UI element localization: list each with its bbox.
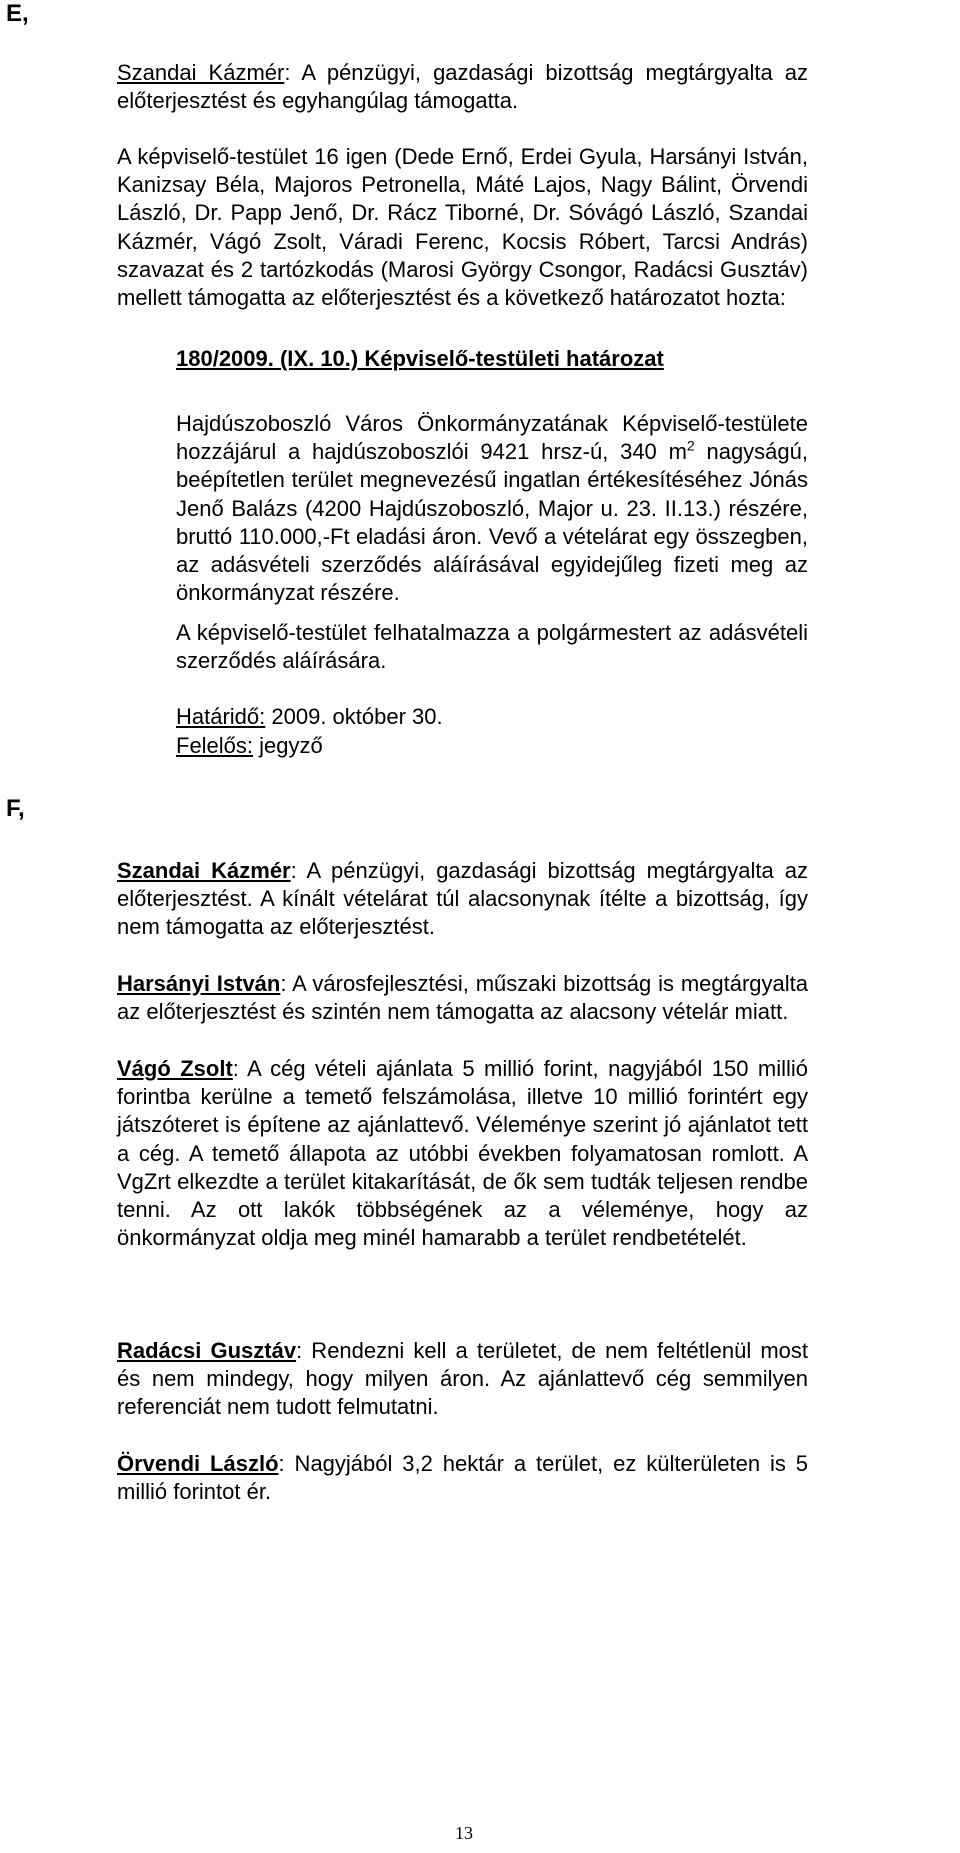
speaker-name: Szandai Kázmér <box>117 60 285 85</box>
resolution-body <box>176 410 808 607</box>
statement-text: Rendezni kell a területet, de nem feltétlenül most és nem mindegy, hogy milyen áron. Az ajánlattevő cég semmilyen referenciát nem tudott felmutatni. <box>117 1338 808 1420</box>
statement-radacsi <box>117 1337 808 1422</box>
resolution-body-part1: Hajdúszoboszló Város Önkormányzatának Képviselő-testülete hozzájárul a hajdúszoboszlói 9421 hrsz-ú, 340 m <box>176 411 808 465</box>
committee-statement-e <box>117 59 808 115</box>
statement-text: A pénzügyi, gazdasági bizottság megtárgyalta az előterjesztést és egyhangúlag támogatta. <box>117 60 808 114</box>
speaker-name: Szandai Kázmér <box>117 858 291 883</box>
statement-orvendi <box>117 1450 808 1506</box>
speaker-separator: : <box>280 971 287 996</box>
statement-text: A cég vételi ajánlata 5 millió forint, nagyjából 150 millió forintba kerülne a temető felszámolása, illetve 10 millió forintért egy játszóteret is építene az ajánlattevő. Véleménye szerint jó ajánlatot tett a cég. A temető állapota az utóbbi években folyamatosan romlott. A VgZrt elkezdte a terület kitakarítását, de ők sem tudták teljesen rendbe tenni. Az ott lakók többségének az a véleménye, hogy az önkormányzat oldja meg minél hamarabb a terület rendbetételét. <box>117 1056 808 1251</box>
section-letter-f: F, <box>6 795 25 822</box>
statement-szandai <box>117 857 808 942</box>
deadline-label: Határidő: <box>176 704 266 729</box>
resolution-body-part2: nagyságú, beépítetlen terület megnevezésű ingatlan értékesítéséhez Jónás Jenő Balázs (4200 Hajdúszoboszló, Major u. 23. II.13.) részére, bruttó 110.000,-Ft eladási áron. Vevő a vételárat egy összegben, az adásvételi szerződés aláírásával egyidejűleg fizeti meg az önkormányzat részére. <box>176 439 808 606</box>
section-letter-e: E, <box>6 0 29 27</box>
page-number: 13 <box>455 1823 473 1843</box>
deadline-line <box>176 703 443 731</box>
statement-vago <box>117 1055 808 1252</box>
responsible-label: Felelős: <box>176 733 254 758</box>
statement-harsanyi <box>117 970 808 1026</box>
resolution-authorization: A képviselő-testület felhatalmazza a polgármestert az adásvételi szerződés aláírására. <box>176 620 808 674</box>
speaker-name: Örvendi László <box>117 1451 279 1476</box>
speaker-separator: : <box>278 1451 285 1476</box>
statement-text: A pénzügyi, gazdasági bizottság megtárgyalta az előterjesztést. A kínált vételárat túl alacsonynak ítélte a bizottság, így nem támogatta az előterjesztést. <box>117 858 808 940</box>
deadline-value: 2009. október 30. <box>265 704 443 729</box>
speaker-separator: : <box>296 1338 303 1363</box>
responsible-value: jegyző <box>253 733 323 758</box>
statement-text: A városfejlesztési, műszaki bizottság is megtárgyalta az előterjesztést és szintén nem támogatta az alacsony vételár miatt. <box>117 971 808 1025</box>
responsible-line <box>176 732 323 760</box>
area-unit-superscript: 2 <box>686 437 695 454</box>
resolution-title: 180/2009. (IX. 10.) Képviselő-testületi határozat <box>176 346 664 371</box>
speaker-name: Vágó Zsolt <box>117 1056 233 1081</box>
statement-text: Nagyjából 3,2 hektár a terület, ez külterületen is 5 millió forintot ér. <box>117 1451 808 1505</box>
speaker-separator: : <box>232 1056 239 1081</box>
speaker-separator: : <box>290 858 297 883</box>
speaker-name: Harsányi István <box>117 971 281 996</box>
speaker-name: Radácsi Gusztáv <box>117 1338 297 1363</box>
speaker-separator: : <box>284 60 291 85</box>
vote-paragraph: A képviselő-testület 16 igen (Dede Ernő, Erdei Gyula, Harsányi István, Kanizsay Béla, Majoros Petronella, Máté Lajos, Nagy Bálint, Örvendi László, Dr. Papp Jenő, Dr. Rácz Tiborné, Dr. Sóvágó László, Szandai Kázmér, Vágó Zsolt, Váradi Ferenc, Kocsis Róbert, Tarcsi András) szavazat és 2 tartózkodás (Marosi György Csongor, Radácsi Gusztáv) mellett támogatta az előterjesztést és a következő határozatot hozta: <box>117 144 808 311</box>
